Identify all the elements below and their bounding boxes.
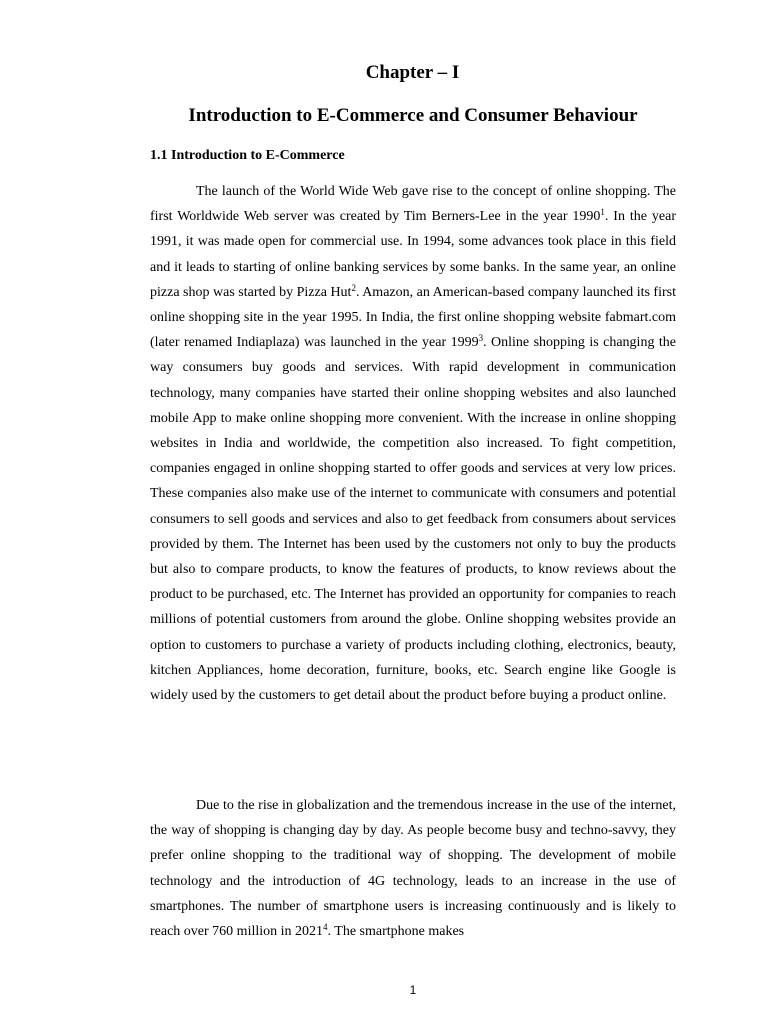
chapter-title: Introduction to E-Commerce and Consumer Behaviour	[188, 105, 638, 126]
footnote-ref-1: 1	[600, 207, 605, 218]
paragraph-1	[150, 179, 676, 708]
paragraph-2-text-a: Due to the rise in globalization and the tremendous increase in the use of the internet, the way of shopping is changing day by day. As people become busy and techno-savvy, they prefer online shopping to the traditional way of shopping. The development of mobile technology and the introduction of 4G technology, leads to an increase in the use of smartphones. The number of smartphone users is increasing continuously and is likely to reach over 760 million in 2021	[150, 798, 676, 940]
page-number: 1	[409, 983, 417, 997]
paragraph-1-text-b: . In the year 1991, it was made open for commercial use. In 1994, some advances took place in this field and it leads to starting of online banking services by some banks. In the same year, an online pizza shop was started by Pizza Hut	[150, 209, 676, 300]
paragraph-2	[150, 793, 676, 944]
footnote-ref-2: 2	[351, 282, 356, 293]
paragraph-1-text-a: The launch of the World Wide Web gave rise to the concept of online shopping. The first Worldwide Web server was created by Tim Berners-Lee in the year 1990	[150, 184, 676, 225]
paragraph-1-text-c: . Amazon, an American-based company launched its first online shopping site in the year 1995. In India, the first online shopping website fabmart.com (later renamed Indiaplaza) was launched in the year 1999	[150, 284, 676, 351]
footnote-ref-3: 3	[478, 333, 484, 344]
paragraph-2-text-b: . The smartphone makes	[327, 924, 465, 940]
chapter-label: Chapter – I	[365, 62, 460, 83]
section-heading: 1.1 Introduction to E-Commerce	[150, 148, 345, 163]
paragraph-1-text-d: . Online shopping is changing the way consumers buy goods and services. With rapid development in communication technology, many companies have started their online shopping websites and also launched mobile App to make online shopping more convenient. With the increase in online shopping websites in India and worldwide, the competition also increased. To fight competition, companies engaged in online shopping started to offer goods and services at very low prices. These companies also make use of the internet to communicate with consumers and potential consumers to sell goods and services and also to get feedback from consumers about services provided by them. The Internet has been used by the customers not only to buy the products but also to compare products, to know the features of products, to know reviews about the product to be purchased, etc. The Internet has provided an opportunity for companies to reach millions of potential customers from around the globe. Online shopping websites provide an option to customers to purchase a variety of products including clothing, electronics, beauty, kitchen Appliances, home decoration, furniture, books, etc. Search engine like Google is widely used by the customers to get detail about the product before buying a product online.	[150, 335, 676, 704]
footnote-ref-4: 4	[323, 922, 328, 933]
